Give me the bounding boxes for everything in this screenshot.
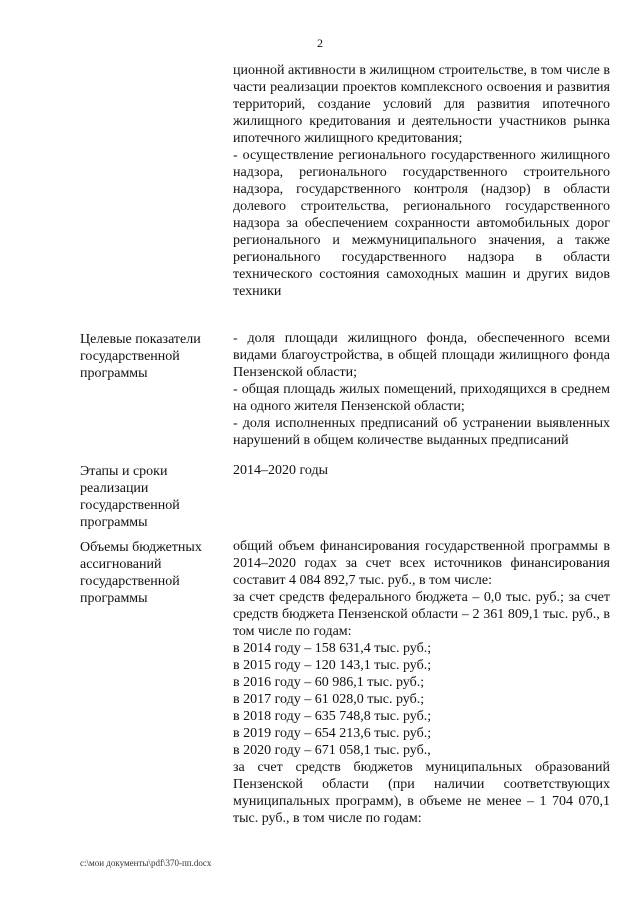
row-content bbox=[233, 538, 610, 827]
paragraph: - осуществление регионального государственного жилищного надзора, регионального государственного строительного надзора, государственного контроля (надзор) в области долевого строительства, регионального государственного надзора за обеспечением сохранности автомобильных дорог регионального и межмуниципального значения, а также регионального государственного надзора в области технического состояния самоходных машин и других видов техники bbox=[233, 148, 610, 299]
table-row bbox=[80, 462, 610, 538]
file-path-footer: c:\мои документы\pdf\370-пп.docx bbox=[80, 858, 212, 868]
paragraph: в 2016 году – 60 986,1 тыс. руб.; bbox=[233, 675, 425, 690]
row-content bbox=[233, 330, 610, 462]
paragraph: 2014–2020 годы bbox=[233, 463, 329, 478]
row-content bbox=[233, 462, 610, 538]
program-passport-table bbox=[80, 62, 610, 827]
paragraph: в 2018 году – 635 748,8 тыс. руб.; bbox=[233, 709, 432, 724]
paragraph: - доля площади жилищного фонда, обеспеченного всеми видами благоустройства, в общей площади жилищного фонда Пензенской области; bbox=[233, 331, 610, 380]
paragraph: в 2020 году – 671 058,1 тыс. руб., bbox=[233, 743, 431, 758]
paragraph: за счет средств федерального бюджета – 0,0 тыс. руб.; за счет средств бюджета Пензенской области – 2 361 809,1 тыс. руб., в том числе по годам: bbox=[233, 590, 610, 639]
page-number: 2 bbox=[317, 36, 323, 50]
table-row bbox=[80, 538, 610, 827]
paragraph: в 2015 году – 120 143,1 тыс. руб.; bbox=[233, 658, 432, 673]
row-label bbox=[80, 62, 233, 330]
paragraph: в 2019 году – 654 213,6 тыс. руб.; bbox=[233, 726, 432, 741]
paragraph: - общая площадь жилых помещений, приходящихся в среднем на одного жителя Пензенской области; bbox=[233, 382, 610, 414]
row-content bbox=[233, 62, 610, 330]
row-label: Этапы и сроки реализации государственной программы bbox=[80, 464, 180, 530]
paragraph: - доля исполненных предписаний об устранении выявленных нарушений в общем количестве выданных предписаний bbox=[233, 416, 610, 448]
row-label: Целевые показатели государственной программы bbox=[80, 332, 201, 381]
paragraph: за счет средств бюджетов муниципальных образований Пензенской области (при наличии соответствующих муниципальных программ), в объеме не менее – 1 704 070,1 тыс. руб., в том числе по годам: bbox=[233, 760, 610, 826]
table-row bbox=[80, 62, 610, 330]
paragraph: в 2017 году – 61 028,0 тыс. руб.; bbox=[233, 692, 425, 707]
paragraph: общий объем финансирования государственной программы в 2014–2020 годах за счет всех источников финансирования составит 4 084 892,7 тыс. руб., в том числе: bbox=[233, 539, 610, 588]
paragraph: в 2014 году – 158 631,4 тыс. руб.; bbox=[233, 641, 432, 656]
paragraph: ционной активности в жилищном строительстве, в том числе в части реализации проектов комплексного освоения и развития территорий, создание условий для развития ипотечного жилищного кредитования и деятельности участников рынка ипотечного жилищного кредитования; bbox=[233, 63, 610, 146]
table-row bbox=[80, 330, 610, 462]
row-label: Объемы бюджетных ассигнований государственной программы bbox=[80, 540, 202, 606]
